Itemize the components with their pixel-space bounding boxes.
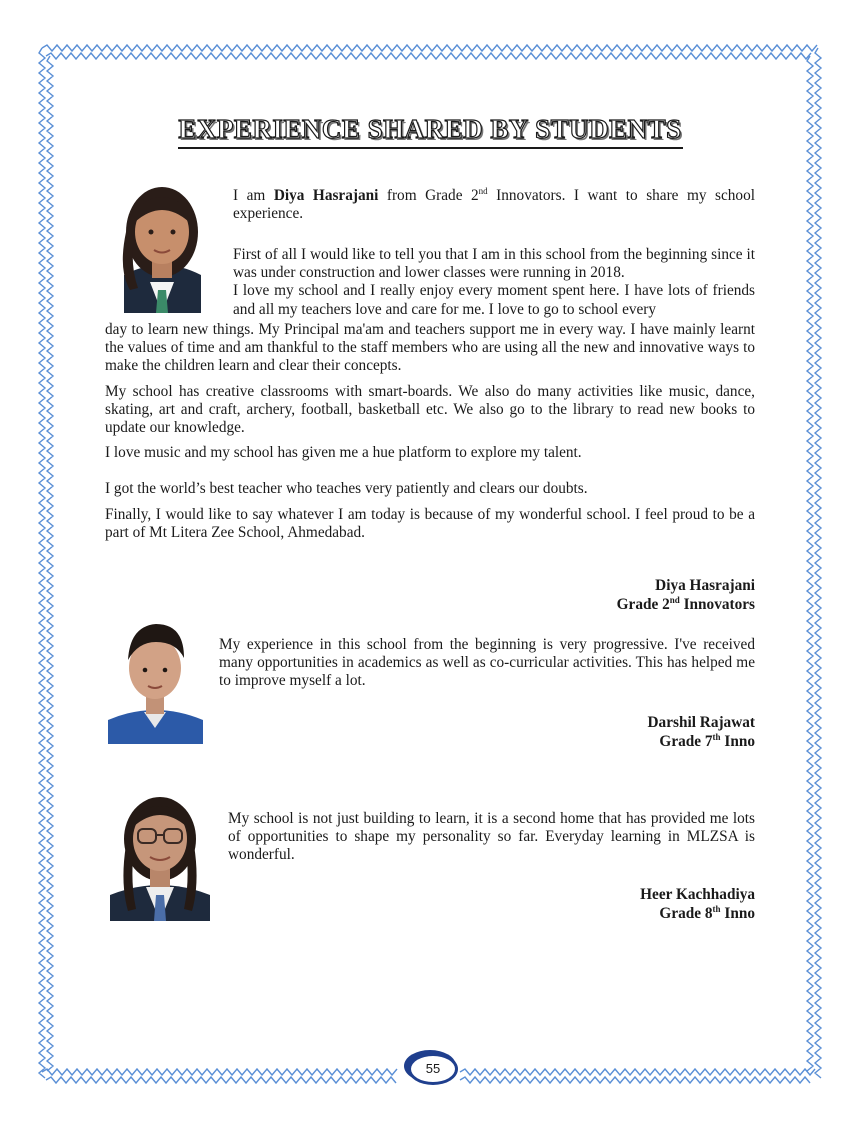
signature-darshil — [648, 713, 756, 751]
intro-paragraph: I am Diya Hasrajani from Grade 2nd Innovators. I want to share my school experience. — [233, 185, 755, 223]
student-photo-darshil — [104, 612, 207, 744]
paragraph-3: I love music and my school has given me a hue platform to explore my talent. — [105, 444, 582, 462]
signature-name: Heer Kachhadiya — [640, 886, 755, 903]
paragraph-4: I got the world’s best teacher who teaches very patiently and clears our doubts. — [105, 480, 588, 498]
signature-grade: Grade 8th Inno — [659, 903, 755, 922]
darshil-paragraph: My experience in this school from the beginning is very progressive. I've received many opportunities in academics as well as co-curricular activities. This has helped me to improve myself a lot. — [219, 636, 755, 690]
page-number: 55 — [408, 1053, 458, 1085]
paragraph-5: Finally, I would like to say whatever I am today is because of my wonderful school. I feel proud to be a part of Mt Litera Zee School, Ahmedabad. — [105, 505, 755, 541]
student-photo-diya — [104, 170, 221, 313]
paragraph-2: My school has creative classrooms with smart-boards. We also do many activities like music, dance, skating, art and craft, archery, football, basketball etc. We also go to the library to read new books to update our knowledge. — [105, 382, 755, 437]
signature-name: Diya Hasrajani — [655, 577, 755, 594]
paragraph-1c: day to learn new things. My Principal ma'am and teachers support me in every way. I have mainly learnt the values of time and am thankful to the staff members who are using all the new and innovative ways to make the children learn and clear their concepts. — [105, 321, 755, 375]
title-underline — [178, 147, 683, 149]
student-name-inline: Diya Hasrajani — [273, 187, 379, 204]
heer-paragraph: My school is not just building to learn, it is a second home that has provided me lots of opportunities to shape my personality so far. Everyday learning in MLZSA is wonderful. — [228, 810, 755, 864]
signature-heer — [640, 885, 755, 923]
signature-name: Darshil Rajawat — [647, 714, 755, 731]
paragraph-1a: First of all I would like to tell you that I am in this school from the beginning since it was under construction and lower classes were running in 2018. — [233, 246, 755, 282]
paragraph-1b: I love my school and I really enjoy every moment spent here. I have lots of friends and all my teachers love and care for me. I love to go to school every — [233, 282, 755, 318]
signature-diya — [617, 576, 755, 614]
signature-grade: Grade 7th Inno — [659, 731, 755, 750]
student-photo-heer — [104, 783, 216, 921]
signature-grade: Grade 2nd Innovators — [616, 594, 755, 613]
page-title: EXPERIENCE SHARED BY STUDENTS — [178, 114, 682, 144]
